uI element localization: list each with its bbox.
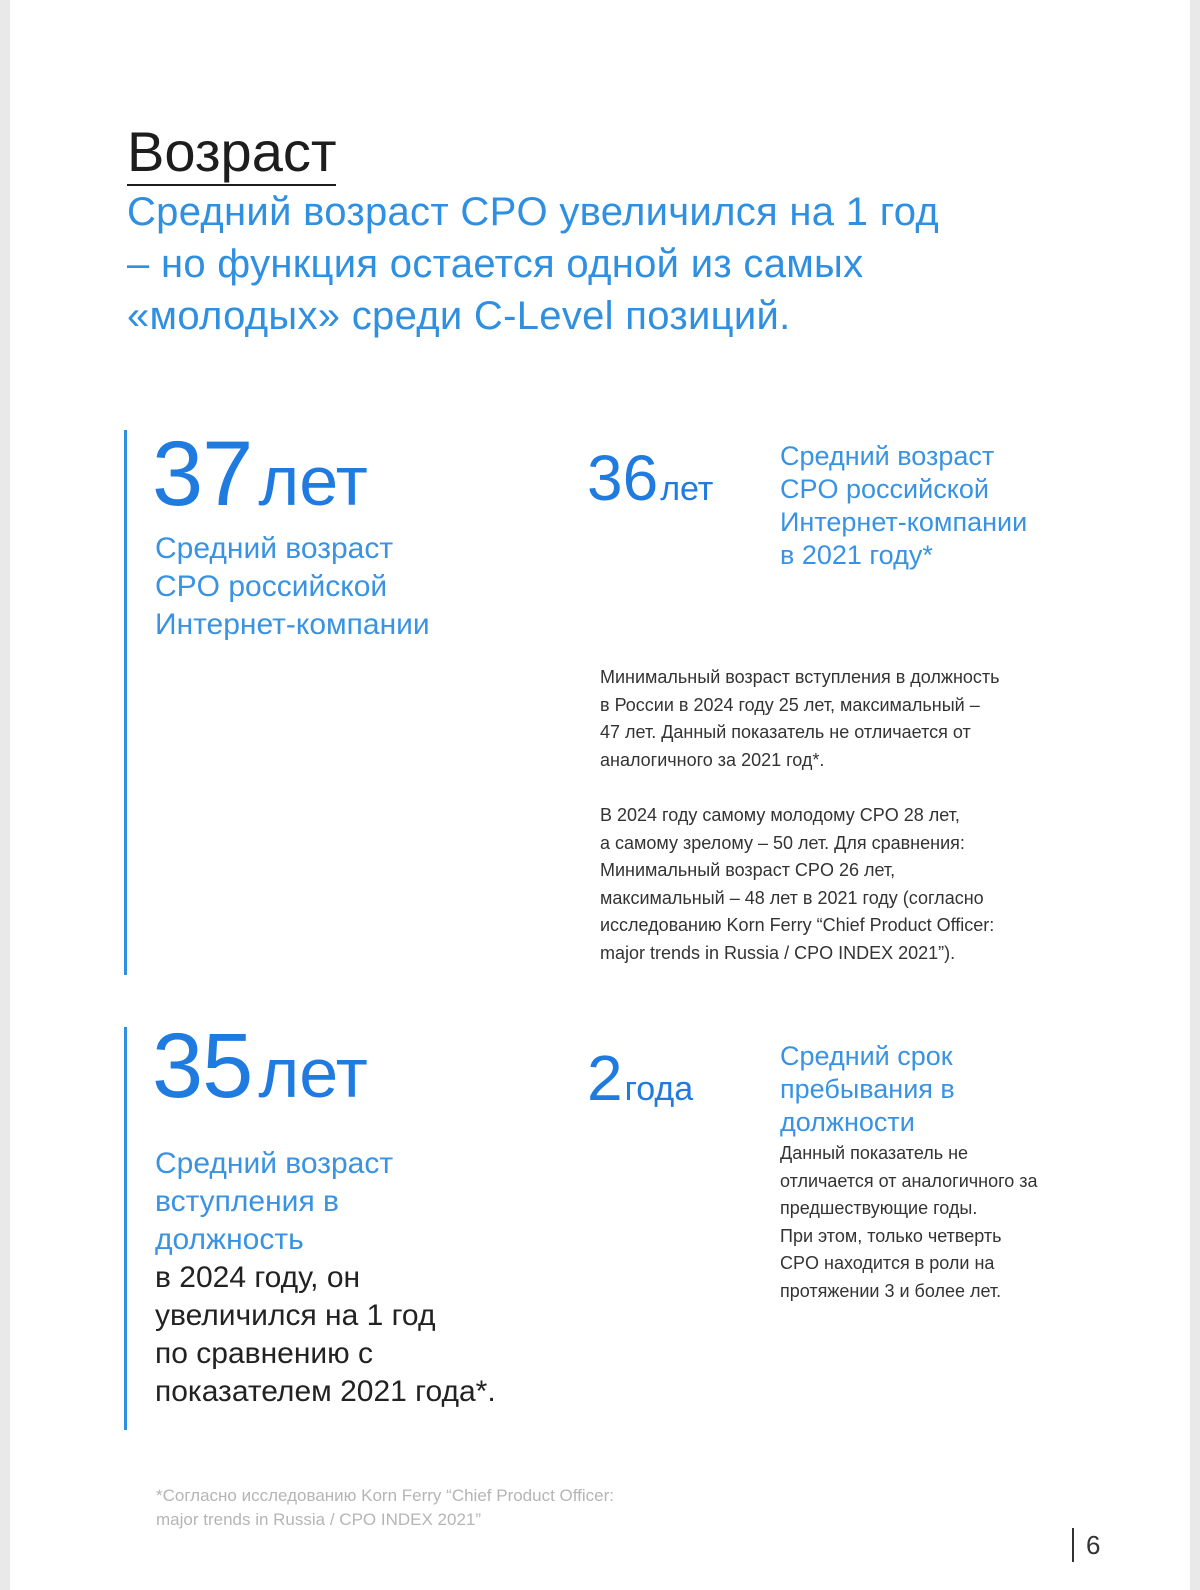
stat-35-number: 35: [152, 1015, 253, 1117]
footnote-line: major trends in Russia / CPO INDEX 2021”: [156, 1510, 482, 1529]
label-line: должность: [155, 1223, 304, 1256]
stat-2-description: [780, 1140, 1038, 1305]
footnote: [156, 1484, 856, 1532]
description-line: Данный показатель не: [780, 1143, 969, 1163]
min-max-paragraph-2: [600, 802, 994, 967]
label-line: должности: [780, 1107, 915, 1137]
stat-35-unit: лет: [258, 1034, 368, 1112]
paragraph-line: В 2024 году самому молодому CPO 28 лет,: [600, 805, 960, 825]
stat-37-label: [155, 530, 430, 644]
paragraph-line: Минимальный возраст CPO 26 лет,: [600, 860, 896, 880]
description-line: в 2024 году, он: [155, 1261, 361, 1294]
label-line: Средний возраст: [155, 532, 394, 565]
label-line: Средний срок: [780, 1041, 953, 1071]
label-line: Интернет-компании: [780, 507, 1028, 537]
lead-line: «молодых» среди C-Level позиций.: [127, 294, 791, 338]
stat-35-value: [152, 1015, 368, 1119]
description-line: При этом, только четверть: [780, 1225, 1002, 1246]
stat-35-label: [155, 1145, 393, 1259]
paragraph-line: максимальный – 48 лет в 2021 году (согласно: [600, 887, 984, 908]
description-line: протяжении 3 и более лет.: [780, 1280, 1002, 1301]
label-line: Интернет-компании: [155, 608, 430, 641]
paragraph-line: 47 лет. Данный показатель не отличается от: [600, 722, 971, 742]
lead-statement: [127, 186, 1107, 342]
stat-36-number: 36: [587, 442, 659, 514]
lead-line: – но функция остается одной из самых: [127, 242, 864, 286]
label-line: вступления в: [155, 1185, 339, 1218]
page-number: 6: [1072, 1528, 1100, 1562]
stat-2-value: [587, 1042, 694, 1121]
stat-36-label: [780, 440, 1027, 572]
description-line: показателем 2021 года*.: [155, 1375, 496, 1408]
document-page: [10, 0, 1190, 1590]
description-line: увеличился на 1 год: [155, 1299, 436, 1332]
paragraph-line: Минимальный возраст вступления в должность: [600, 667, 1000, 687]
paragraph-line: исследованию Korn Ferry “Chief Product Officer:: [600, 915, 995, 935]
stat-37-number: 37: [152, 423, 253, 525]
stat-37-value: [152, 423, 368, 527]
min-max-paragraph-1: [600, 664, 1000, 774]
label-line: CPO российской: [780, 474, 989, 504]
description-line: CPO находится в роли на: [780, 1253, 995, 1273]
stat-37-unit: лет: [258, 442, 368, 520]
lead-line: Средний возраст CPO увеличился на 1 год: [127, 190, 940, 234]
paragraph-line: аналогичного за 2021 год*.: [600, 749, 825, 770]
label-line: Средний возраст: [780, 441, 995, 471]
stat-2-label: [780, 1040, 955, 1139]
description-line: по сравнению с: [155, 1337, 373, 1370]
paragraph-line: а самому зрелому – 50 лет. Для сравнения:: [600, 832, 965, 853]
description-line: отличается от аналогичного за: [780, 1170, 1038, 1191]
paragraph-line: major trends in Russia / CPO INDEX 2021”).: [600, 942, 956, 963]
label-line: пребывания в: [780, 1074, 955, 1104]
label-line: в 2021 году*: [780, 540, 933, 570]
description-line: предшествующие годы.: [780, 1198, 978, 1218]
label-line: CPO российской: [155, 570, 388, 603]
section-title: Возраст: [127, 122, 336, 186]
accent-bar: [124, 1027, 127, 1430]
label-line: Средний возраст: [155, 1147, 394, 1180]
stat-36-unit: лет: [660, 470, 714, 508]
stat-36-value: [587, 442, 714, 521]
footnote-line: *Согласно исследованию Korn Ferry “Chief Product Officer:: [156, 1486, 615, 1505]
stat-35-description: [155, 1259, 496, 1411]
stat-2-unit: года: [624, 1070, 694, 1108]
paragraph-line: в России в 2024 году 25 лет, максимальный –: [600, 694, 980, 715]
stat-2-number: 2: [587, 1042, 623, 1114]
accent-bar: [124, 430, 127, 975]
